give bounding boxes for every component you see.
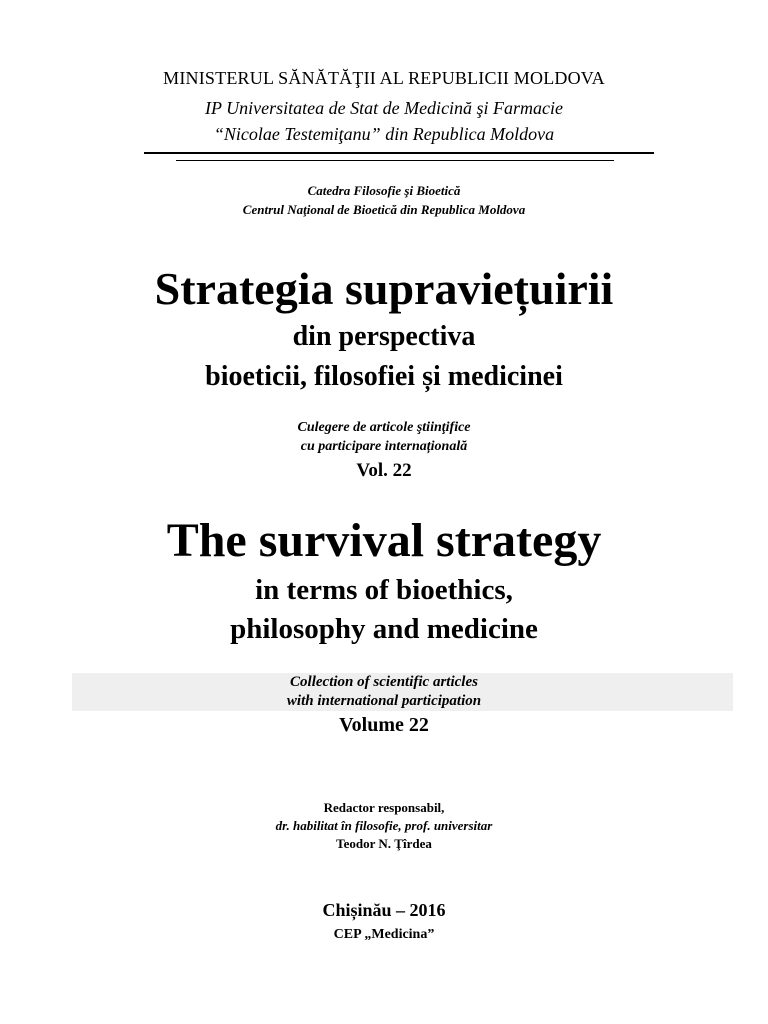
imprint-city-year: Chișinău – 2016	[322, 900, 446, 920]
romanian-subtitle-line2: bioeticii, filosofiei și medicinei	[205, 361, 563, 392]
english-title: The survival strategy	[166, 514, 602, 567]
editor-role: Redactor responsabil,	[323, 800, 445, 815]
romanian-title: Strategia supraviețuirii	[154, 263, 614, 314]
romanian-collection-line1: Culegere de articole ştiinţifice	[297, 420, 471, 435]
english-collection-line2: with international participation	[286, 693, 482, 709]
romanian-collection-line2: cu participare internațională	[300, 439, 468, 454]
department-line1: Catedra Filosofie şi Bioetică	[307, 183, 461, 198]
english-volume: Volume 22	[339, 714, 429, 736]
english-subtitle-line2: philosophy and medicine	[230, 613, 538, 645]
romanian-subtitle-line1: din perspectiva	[292, 321, 476, 352]
header-rule-thin	[176, 160, 614, 161]
romanian-volume: Vol. 22	[356, 460, 412, 481]
editor-name: Teodor N. Ţîrdea	[336, 836, 432, 851]
imprint-publisher: CEP „Medicina”	[333, 927, 435, 942]
english-collection-line1: Collection of scientific articles	[290, 674, 478, 690]
ministry-name: MINISTERUL SĂNĂTĂŢII AL REPUBLICII MOLDOVA	[163, 68, 605, 88]
english-subtitle-line1: in terms of bioethics,	[255, 574, 513, 606]
department-line2: Centrul Naţional de Bioetică din Republica Moldova	[242, 202, 526, 217]
header-rule-thick	[144, 152, 654, 154]
university-name-line2: “Nicolae Testemiţanu” din Republica Moldova	[213, 124, 555, 144]
editor-credentials: dr. habilitat în filosofie, prof. universitar	[275, 818, 493, 833]
university-name-line1: IP Universitatea de Stat de Medicină şi Farmacie	[204, 98, 564, 118]
